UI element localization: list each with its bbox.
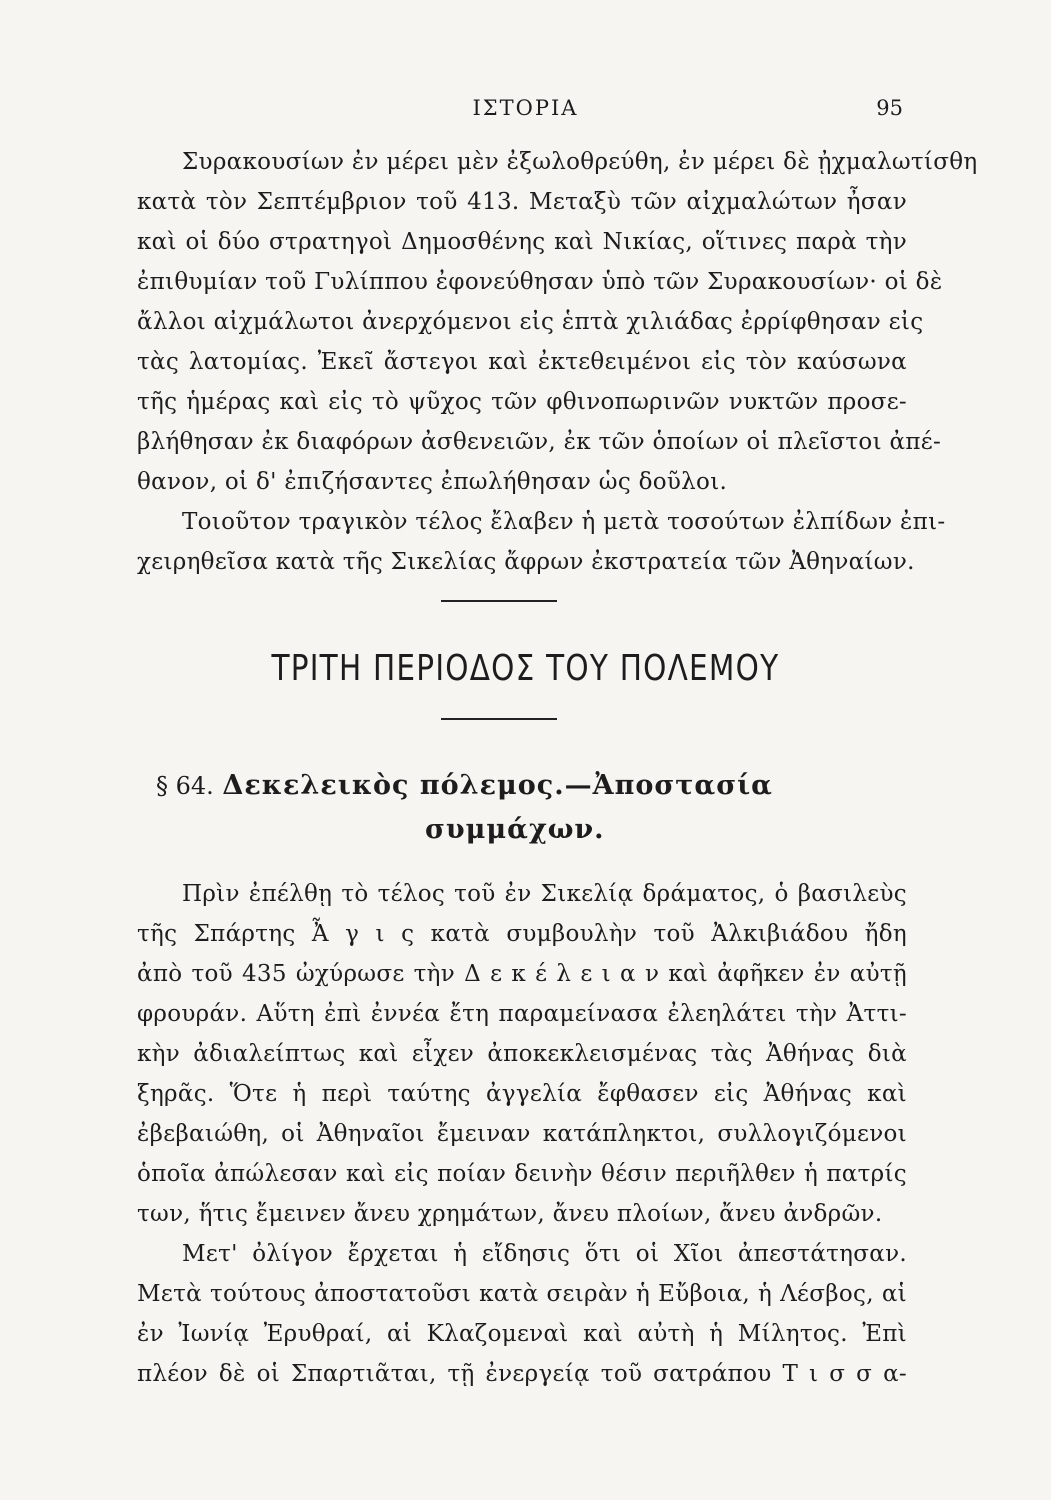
text-line: κατὰ τὸν Σεπτέμβριον τοῦ 413. Μεταξὺ τῶν αἰχμαλώτων ἦσαν xyxy=(137,189,907,215)
text-line: χειρηθεῖσα κατὰ τῆς Σικελίας ἄφρων ἐκστρατεία τῶν Ἀθηναίων. xyxy=(137,549,915,575)
text-line: ἄλλοι αἰχμάλωτοι ἀνερχόμενοι εἰς ἑπτὰ χιλιάδας ἐρρίφθησαν εἰς xyxy=(137,309,924,335)
text-line: τῆς ἡμέρας καὶ εἰς τὸ ψῦχος τῶν φθινοπωρινῶν νυκτῶν προσε- xyxy=(137,389,907,415)
divider-rule xyxy=(441,600,557,602)
divider-rule xyxy=(441,718,557,720)
text-line: Μετ' ὀλίγον ἔρχεται ἡ εἴδησις ὅτι οἱ Χῖοι ἀπεστάτησαν. xyxy=(182,1241,907,1267)
text-line: Μετὰ τούτους ἀποστατοῦσι κατὰ σειρὰν ἡ Εὔβοια, ἡ Λέσβος, αἱ xyxy=(137,1281,907,1307)
text-line: κὴν ἀδιαλείπτως καὶ εἶχεν ἀποκεκλεισμένας τὰς Ἀθήνας διὰ xyxy=(137,1041,907,1067)
text-line: καὶ οἱ δύο στρατηγοὶ Δημοσθένης καὶ Νικίας, οἵτινες παρὰ τὴν xyxy=(137,229,907,255)
text-line: βλήθησαν ἐκ διαφόρων ἀσθενειῶν, ἐκ τῶν ὁποίων οἱ πλεῖστοι ἀπέ- xyxy=(137,429,942,455)
text-line: τῆς Σπάρτης Ἆ γ ι ς κατὰ συμβουλὴν τοῦ Ἀλκιβιάδου ἤδη xyxy=(137,921,907,947)
section-number: § 64. xyxy=(156,772,214,800)
running-head xyxy=(0,96,1051,126)
section-heading xyxy=(156,768,773,804)
text-line: των, ἥτις ἔμεινεν ἄνευ χρημάτων, ἄνευ πλοίων, ἄνευ ἀνδρῶν. xyxy=(137,1201,883,1227)
text-line: τὰς λατομίας. Ἐκεῖ ἄστεγοι καὶ ἐκτεθειμένοι εἰς τὸν καύσωνα xyxy=(137,349,907,375)
text-line: Πρὶν ἐπέλθῃ τὸ τέλος τοῦ ἐν Σικελίᾳ δράματος, ὁ βασιλεὺς xyxy=(182,881,907,907)
text-line: ἐν Ἰωνίᾳ Ἐρυθραί, αἱ Κλαζομεναὶ καὶ αὐτὴ ἡ Μίλητος. Ἐπὶ xyxy=(137,1321,907,1347)
text-line: φρουράν. Αὕτη ἐπὶ ἐννέα ἔτη παραμείνασα ἐλεηλάτει τὴν Ἀττι- xyxy=(137,1001,907,1027)
section-title: Δεκελεικὸς πόλεμος.—Ἀποστασία xyxy=(222,770,773,801)
text-line: Τοιοῦτον τραγικὸν τέλος ἔλαβεν ἡ μετὰ τοσούτων ἐλπίδων ἐπι- xyxy=(182,509,946,535)
text-line: Συρακουσίων ἐν μέρει μὲν ἐξωλοθρεύθη, ἐν μέρει δὲ ᾐχμαλωτίσθη xyxy=(182,149,978,175)
text-line: ξηρᾶς. Ὅτε ἡ περὶ ταύτης ἀγγελία ἔφθασεν εἰς Ἀθήνας καὶ xyxy=(137,1081,907,1107)
text-line: ἀπὸ τοῦ 435 ὠχύρωσε τὴν Δ ε κ έ λ ε ι α ν καὶ ἀφῆκεν ἐν αὐτῇ xyxy=(137,961,907,987)
part-heading: ΤΡΙΤΗ ΠΕΡΙΟΔΟΣ ΤΟΥ ΠΟΛΕΜΟΥ xyxy=(271,648,780,689)
text-line: πλέον δὲ οἱ Σπαρτιᾶται, τῇ ἐνεργείᾳ τοῦ σατράπου Τ ι σ σ α- xyxy=(137,1361,907,1387)
page-number: 95 xyxy=(876,96,903,120)
running-title: ΙΣΤΟΡΙΑ xyxy=(472,96,579,120)
text-line: ὁποῖα ἀπώλεσαν καὶ εἰς ποίαν δεινὴν θέσιν περιῆλθεν ἡ πατρίς xyxy=(137,1161,907,1187)
text-line: ἐπιθυμίαν τοῦ Γυλίππου ἐφονεύθησαν ὑπὸ τῶν Συρακουσίων· οἱ δὲ xyxy=(137,269,943,295)
text-line: θανον, οἱ δ' ἐπιζήσαντες ἐπωλήθησαν ὡς δοῦλοι. xyxy=(137,469,728,495)
text-line: ἐβεβαιώθη, οἱ Ἀθηναῖοι ἔμειναν κατάπληκτοι, συλλογιζόμενοι xyxy=(137,1121,907,1147)
section-title-continued: συμμάχων. xyxy=(425,814,605,845)
